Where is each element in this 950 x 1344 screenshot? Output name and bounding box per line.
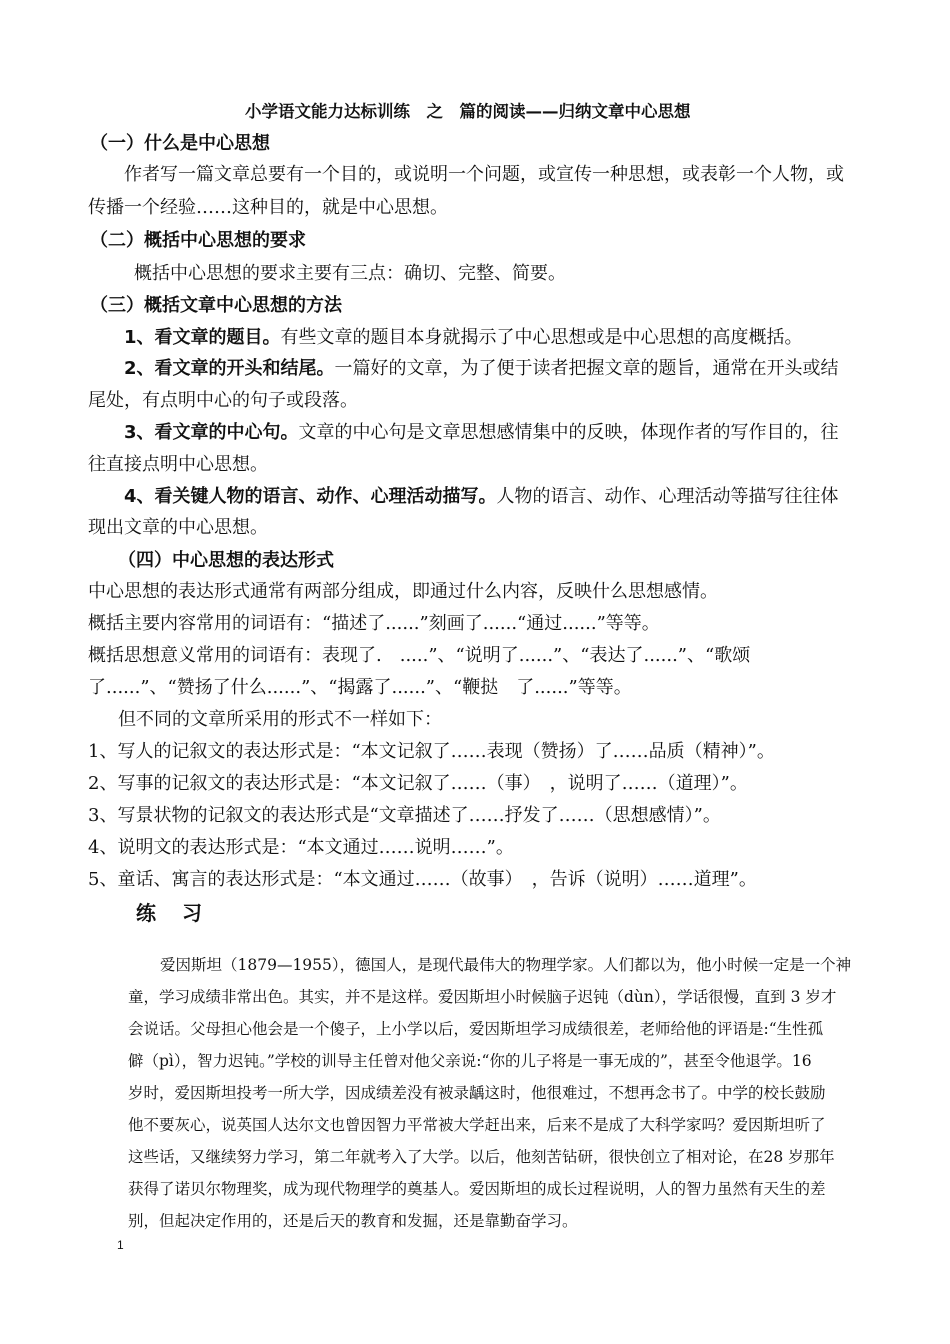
method-4-title: 4、看关键人物的语言、动作、心理活动描写。 <box>124 486 497 507</box>
paragraph-line: 现出文章的中心思想。 <box>88 517 268 538</box>
exercise-line: 会说话。父母担心他会是一个傻子，上小学以后，爱因斯坦学习成绩很差，老师给他的评语是:“生性孤 <box>128 1020 824 1038</box>
section-heading-1: （一）什么是中心思想 <box>90 133 270 154</box>
exercise-line: 别，但起决定作用的，还是后天的教育和发掘，还是靠勤奋学习。 <box>128 1212 578 1230</box>
section-heading-3: （三）概括文章中心思想的方法 <box>90 295 342 316</box>
exercise-line: 获得了诺贝尔物理奖，成为现代物理学的奠基人。爱因斯坦的成长过程说明，人的智力虽然有天生的差 <box>128 1180 826 1198</box>
method-3-text: 文章的中心句是文章思想感情集中的反映，体现作者的写作目的，往 <box>298 422 839 443</box>
form-item-4: 4、说明文的表达形式是：“本文通过……说明……”。 <box>88 837 514 858</box>
paragraph-line: 传播一个经验……这种目的，就是中心思想。 <box>88 197 448 218</box>
method-2-title: 2、看文章的开头和结尾。 <box>124 358 335 379</box>
exercise-line: 爱因斯坦（1879—1955），德国人，是现代最伟大的物理学家。人们都以为，他小时候一定是一个神 <box>160 956 852 974</box>
method-2 <box>124 357 839 381</box>
exercise-line: 童，学习成绩非常出色。其实，并不是这样。爱因斯坦小时候脑子迟钝（dùn），学话很慢，直到 3 岁才 <box>128 988 837 1006</box>
method-1-title: 1、看文章的题目。 <box>124 327 281 348</box>
exercise-line: 僻（pì），智力迟钝。”学校的训导主任曾对他父亲说:“你的儿子将是一事无成的”，甚至令他退学。16 <box>128 1052 812 1070</box>
paragraph-line: 但不同的文章所采用的形式不一样如下： <box>118 709 442 730</box>
method-3-title: 3、看文章的中心句。 <box>124 422 299 443</box>
paragraph-line: 中心思想的表达形式通常有两部分组成，即通过什么内容，反映什么思想感情。 <box>88 581 718 602</box>
form-item-5: 5、童话、寓言的表达形式是：“本文通过……（故事） ，告诉（说明）……道理”。 <box>88 869 757 890</box>
paragraph-line: 作者写一篇文章总要有一个目的，或说明一个问题，或宣传一种思想，或表彰一个人物，或 <box>124 164 844 185</box>
method-1 <box>124 326 803 350</box>
method-3 <box>124 421 839 445</box>
section-heading-2: （二）概括中心思想的要求 <box>90 230 306 251</box>
paragraph-line: 概括思想意义常用的词语有：表现了. .....”、“说明了......”、“表达了......”、“歌颂 <box>88 645 751 666</box>
exercise-heading <box>136 901 202 925</box>
exercise-line: 岁时，爱因斯坦投考一所大学，因成绩差没有被录龋这时，他很难过，不想再念书了。中学的校长鼓励 <box>128 1084 826 1102</box>
form-item-1: 1、写人的记叙文的表达形式是：“本文记叙了……表现（赞扬）了……品质（精神）”。 <box>88 741 775 762</box>
page-title: 小学语文能力达标训练 之 篇的阅读——归纳文章中心思想 <box>245 102 691 121</box>
exercise-line: 这些话，又继续努力学习，第二年就考入了大学。以后，他刻苦钻研，很快创立了相对论，在28 岁那年 <box>128 1148 835 1166</box>
section-heading-4: （四）中心思想的表达形式 <box>118 550 334 571</box>
method-2-text: 一篇好的文章，为了便于读者把握文章的题旨，通常在开头或结 <box>334 358 839 379</box>
paragraph-line: 往直接点明中心思想。 <box>88 454 268 475</box>
method-1-text: 有些文章的题目本身就揭示了中心思想或是中心思想的高度概括。 <box>280 327 803 348</box>
form-item-2: 2、写事的记叙文的表达形式是：“本文记叙了……（事） ，说明了……（道理）”。 <box>88 773 748 794</box>
exercise-line: 他不要灰心，说英国人达尔文也曾因智力平常被大学赶出来，后来不是成了大科学家吗？爱因斯坦听了 <box>128 1116 826 1134</box>
paragraph-line: 概括主要内容常用的词语有：“描述了......”刻画了......“通过......”等等。 <box>88 613 660 634</box>
page-number: 1 <box>117 1238 124 1252</box>
paragraph-line: 尾处，有点明中心的句子或段落。 <box>88 390 358 411</box>
method-4-text: 人物的语言、动作、心理活动等描写往往体 <box>496 486 839 507</box>
paragraph-line: 概括中心思想的要求主要有三点：确切、完整、简要。 <box>134 263 566 284</box>
form-item-3: 3、写景状物的记叙文的表达形式是“文章描述了……抒发了……（思想感情）”。 <box>88 805 721 826</box>
paragraph-line: 了......”、“赞扬了什么......”、“揭露了......”、“鞭挞 了......”等等。 <box>88 677 632 698</box>
exercise-heading-char-2: 习 <box>182 901 202 925</box>
exercise-heading-char-1: 练 <box>136 901 156 925</box>
method-4 <box>124 485 839 509</box>
